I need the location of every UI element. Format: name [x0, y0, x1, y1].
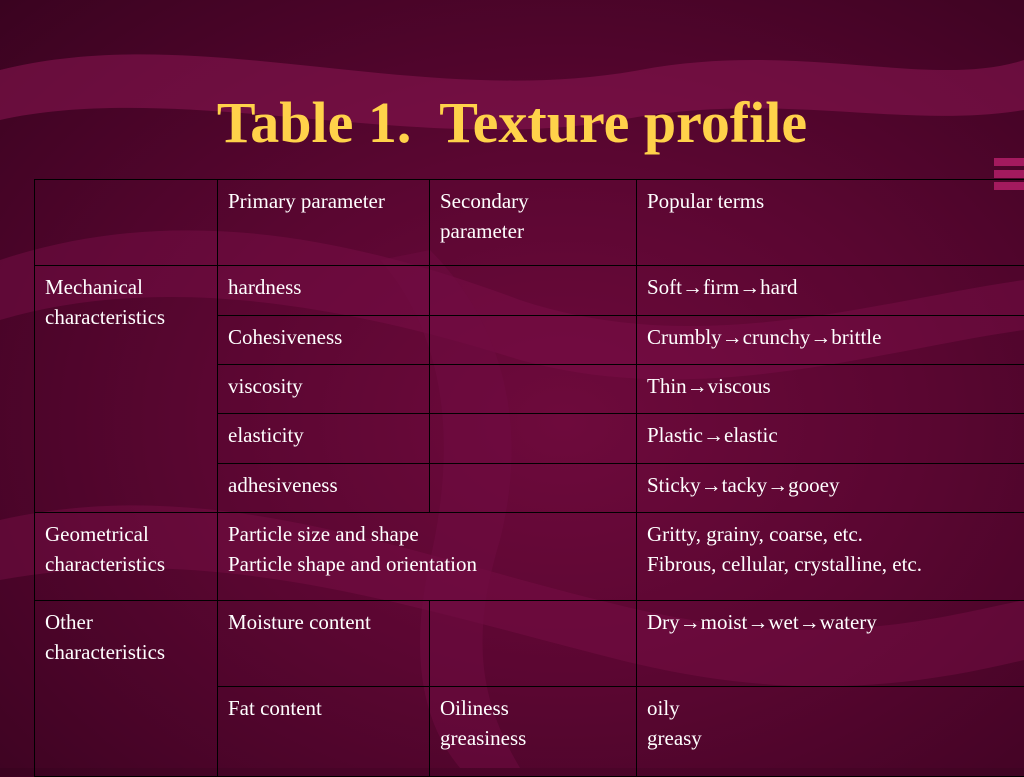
table-row [35, 601, 1024, 687]
primary-cell: Particle size and shape Particle shape and orientation [218, 513, 637, 601]
header-row [35, 180, 1024, 266]
header-popular-terms: Popular terms [637, 180, 1024, 266]
header-primary-parameter: Primary parameter [218, 180, 430, 266]
primary-cell: viscosity [218, 365, 430, 414]
primary-cell: Moisture content [218, 601, 430, 687]
header-secondary-parameter: Secondary parameter [430, 180, 637, 266]
terms-cell: Soft→firm→hard [637, 266, 1024, 316]
secondary-cell [430, 464, 637, 513]
group-label-other: Other characteristics [35, 601, 218, 777]
group-label-geometrical: Geometrical characteristics [35, 513, 218, 601]
terms-cell: Gritty, grainy, coarse, etc. Fibrous, cellular, crystalline, etc. [637, 513, 1024, 601]
secondary-cell [430, 316, 637, 365]
header-empty-cell [35, 180, 218, 266]
texture-profile-table [34, 179, 1024, 777]
secondary-cell [430, 601, 637, 687]
terms-cell: Crumbly→crunchy→brittle [637, 316, 1024, 365]
terms-cell: Dry→moist→wet→watery [637, 601, 1024, 687]
table-row [35, 513, 1024, 601]
table-row [35, 266, 1024, 316]
group-label-mechanical: Mechanical characteristics [35, 266, 218, 513]
primary-cell: elasticity [218, 414, 430, 464]
primary-cell: hardness [218, 266, 430, 316]
secondary-cell [430, 414, 637, 464]
terms-cell: Thin→viscous [637, 365, 1024, 414]
primary-cell: adhesiveness [218, 464, 430, 513]
secondary-cell [430, 365, 637, 414]
terms-cell: Plastic→elastic [637, 414, 1024, 464]
decorative-stripes [990, 158, 1024, 194]
primary-cell: Cohesiveness [218, 316, 430, 365]
terms-cell: Sticky→tacky→gooey [637, 464, 1024, 513]
page-title: Table 1. Texture profile [0, 88, 1024, 158]
secondary-cell: Oiliness greasiness [430, 687, 637, 777]
terms-cell: oily greasy [637, 687, 1024, 777]
secondary-cell [430, 266, 637, 316]
primary-cell: Fat content [218, 687, 430, 777]
